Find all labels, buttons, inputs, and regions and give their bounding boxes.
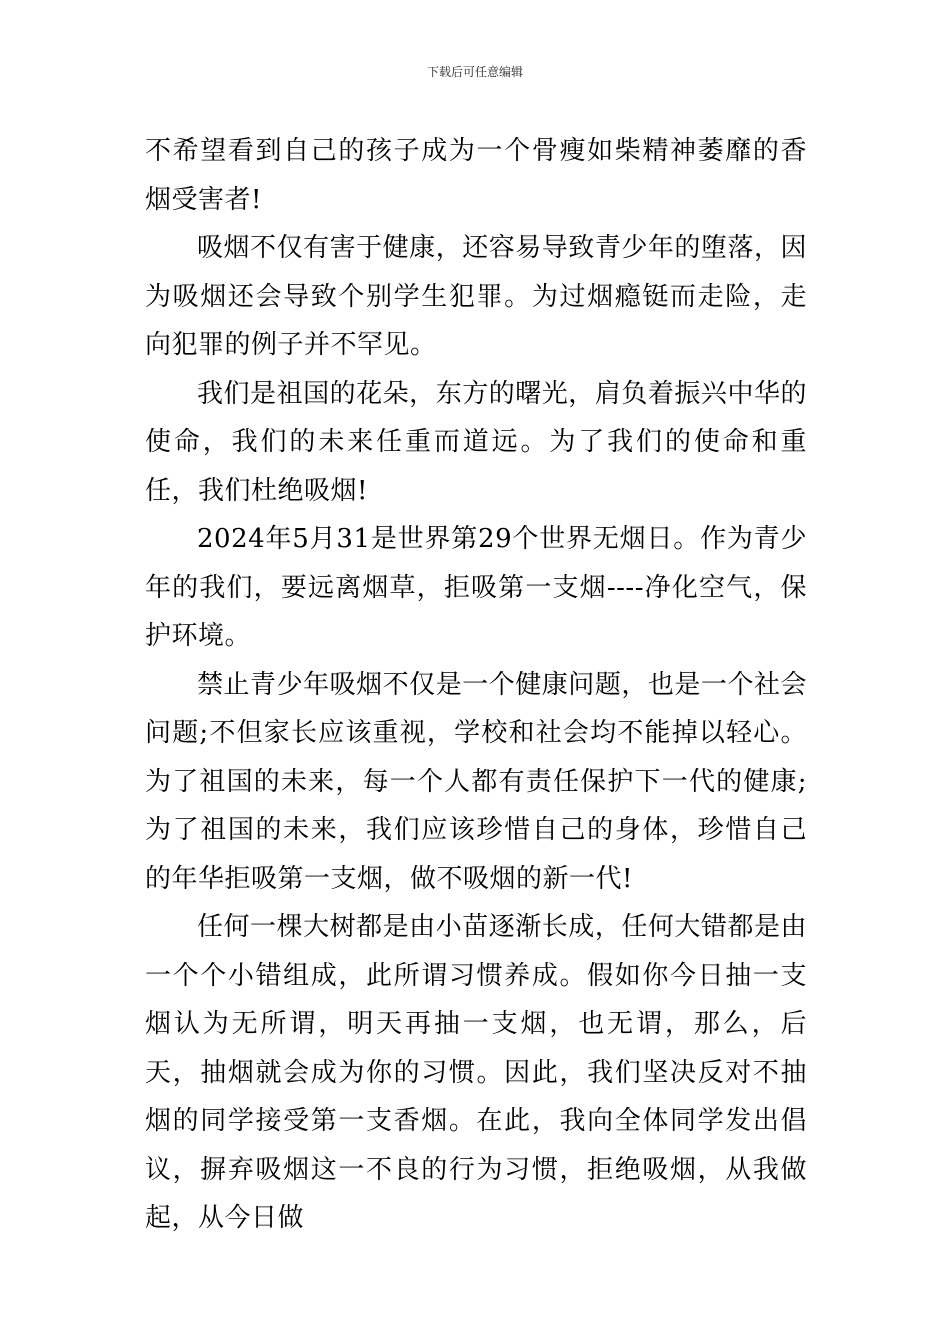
- document-body: [145, 127, 807, 1243]
- paragraph: 2024年5月31是世界第29个世界无烟日。作为青少年的我们，要远离烟草，拒吸第一支烟----净化空气，保护环境。: [145, 524, 807, 651]
- paragraph: 任何一棵大树都是由小苗逐渐长成，任何大错都是由一个个小错组成，此所谓习惯养成。假如你今日抽一支烟认为无所谓，明天再抽一支烟，也无谓，那么，后天，抽烟就会成为你的习惯。因此，我们坚决反对不抽烟的同学接受第一支香烟。在此，我向全体同学发出倡议，摒弃吸烟这一不良的行为习惯，拒绝吸烟，从我做起，从今日做: [145, 912, 807, 1233]
- paragraph: 不希望看到自己的孩子成为一个骨瘦如柴精神萎靡的香烟受害者!: [145, 136, 807, 215]
- paragraph: 我们是祖国的花朵，东方的曙光，肩负着振兴中华的使命，我们的未来任重而道远。为了我们的使命和重任，我们杜绝吸烟!: [145, 378, 807, 506]
- paragraph: 禁止青少年吸烟不仅是一个健康问题，也是一个社会问题;不但家长应该重视，学校和社会均不能掉以轻心。为了祖国的未来，每一个人都有责任保护下一代的健康;为了祖国的未来，我们应该珍惜自己的身体，珍惜自己的年华拒吸第一支烟，做不吸烟的新一代!: [145, 669, 807, 894]
- paragraph: 吸烟不仅有害于健康，还容易导致青少年的堕落，因为吸烟还会导致个别学生犯罪。为过烟瘾铤而走险，走向犯罪的例子并不罕见。: [145, 233, 807, 360]
- page-header: 下载后可任意编辑: [426, 65, 523, 79]
